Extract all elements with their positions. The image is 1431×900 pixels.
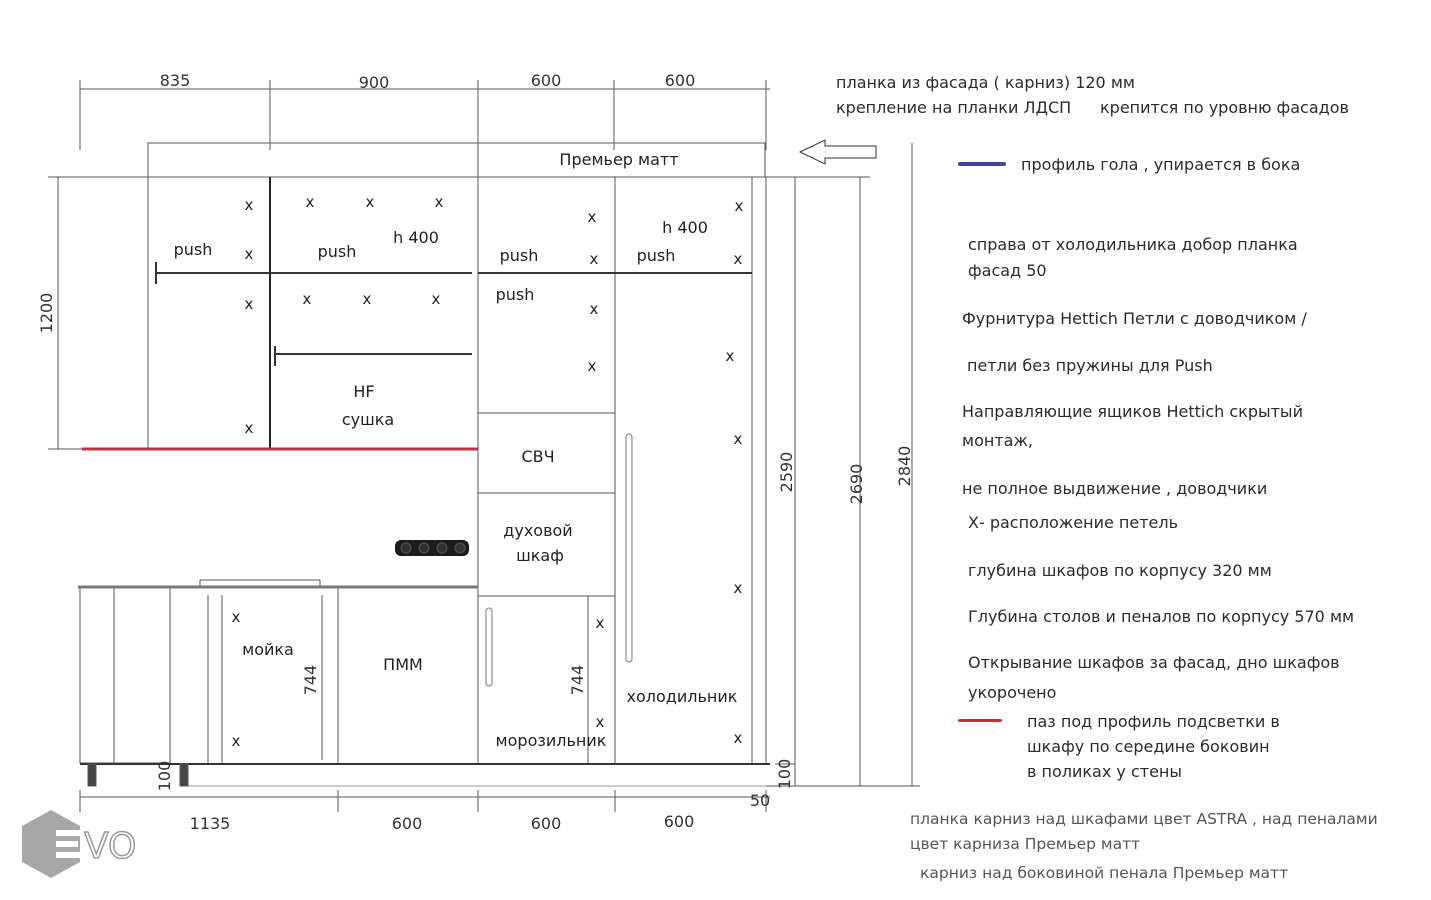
hinge-mark: x	[589, 300, 599, 318]
dim-plinth-right-100: 100	[775, 758, 794, 790]
note-led-2: шкафу по середине боковин	[1027, 737, 1270, 756]
hinge-mark: x	[244, 295, 254, 313]
dim-plinth-100: 100	[155, 760, 174, 792]
base-cabinets	[170, 587, 478, 764]
note-cornice-color-2: цвет карниза Премьер матт	[910, 835, 1141, 853]
hinge-mark: x	[231, 608, 241, 626]
note-hardware: Фурнитура Hettich Петли с доводчиком /	[962, 309, 1307, 328]
dishwasher-label: ПММ	[383, 655, 423, 674]
fridge-label: холодильник	[626, 687, 738, 706]
led-legend-swatch	[958, 719, 1002, 722]
note-led-3: в поликах у стены	[1027, 762, 1183, 781]
oven-label-1: духовой	[503, 521, 573, 540]
hinge-mark: x	[733, 729, 743, 747]
hinge-mark: x	[244, 245, 254, 263]
h400-label-2: h 400	[662, 218, 708, 237]
dim-bottom-600b: 600	[530, 814, 562, 833]
note-hinge-position: Х- расположение петель	[968, 513, 1179, 532]
hinge-mark: x	[302, 290, 312, 308]
leg-right	[180, 764, 188, 786]
note-opening-2: укорочено	[968, 683, 1057, 702]
corner-base-cabinet	[80, 587, 170, 763]
hinge-mark: x	[231, 732, 241, 750]
hinge-mark: x	[734, 197, 744, 215]
freezer-label: морозильник	[495, 731, 607, 750]
dim-top-600a: 600	[530, 71, 562, 90]
dryer-label: сушка	[341, 410, 395, 429]
note-cornice-side: карниз над боковиной пенала Премьер матт	[920, 864, 1289, 882]
hf-label: HF	[353, 382, 375, 401]
hinge-mark: x	[587, 357, 597, 375]
push-label-4: push	[636, 246, 676, 265]
hinge-mark: x	[431, 290, 441, 308]
leg-left	[88, 764, 96, 786]
note-depth-wall: глубина шкафов по корпусу 320 мм	[968, 561, 1272, 580]
hexagon-logo-icon	[20, 808, 170, 880]
note-drawers: Направляющие ящиков Hettich скрытый	[962, 402, 1303, 421]
push-label-3: push	[499, 246, 539, 265]
fridge-handle	[626, 434, 632, 662]
push-label-1: push	[173, 240, 213, 259]
dim-bottom-1135: 1135	[189, 814, 231, 833]
hinge-mark: x	[595, 713, 605, 731]
dim-top-900: 900	[358, 73, 390, 92]
note-fridge-trim: справа от холодильника добор планка	[968, 235, 1298, 254]
note-drawers-2: монтаж,	[962, 431, 1033, 450]
evo-logo	[20, 808, 170, 884]
upper-cabinets	[148, 177, 478, 449]
note-gola: профиль гола , упирается в бока	[1021, 155, 1301, 174]
hinge-mark: x	[434, 193, 444, 211]
push-label-5: push	[495, 285, 535, 304]
hinge-mark: x	[587, 208, 597, 226]
h400-label-1: h 400	[393, 228, 439, 247]
note-fridge-trim-2: фасад 50	[968, 261, 1047, 280]
note-mounting: крепление на планки ЛДСП	[836, 98, 1072, 117]
sink-label: мойка	[242, 640, 294, 659]
hinge-mark: x	[362, 290, 372, 308]
gola-legend-swatch	[958, 162, 1006, 166]
note-mounting-level: крепится по уровню фасадов	[1100, 98, 1349, 117]
hinge-mark: x	[733, 430, 743, 448]
note-hinges-push: петли без пружины для Push	[967, 356, 1213, 375]
dim-50: 50	[749, 791, 771, 810]
hinge-mark: x	[244, 419, 254, 437]
hinge-mark: x	[733, 579, 743, 597]
dim-bottom-600c: 600	[663, 812, 695, 831]
dim-744-right: 744	[568, 664, 587, 696]
note-led: паз под профиль подсветки в	[1027, 712, 1280, 731]
dim-top-835: 835	[159, 71, 191, 90]
hob-burners	[395, 540, 469, 556]
dim-2690: 2690	[847, 463, 866, 505]
dim-2840: 2840	[895, 445, 914, 487]
cornice-label: Премьер матт	[559, 150, 679, 169]
note-depth-base: Глубина столов и пеналов по корпусу 570 мм	[968, 607, 1355, 626]
dim-1200: 1200	[37, 292, 56, 334]
hinge-mark: x	[595, 614, 605, 632]
hinge-mark: x	[733, 250, 743, 268]
dim-744-left: 744	[301, 664, 320, 696]
hinge-mark: x	[725, 347, 735, 365]
hinge-mark: x	[589, 250, 599, 268]
push-label-2: push	[317, 242, 357, 261]
note-drawers-3: не полное выдвижение , доводчики	[962, 479, 1268, 498]
note-cornice-color: планка карниз над шкафами цвет ASTRA , над пеналами	[910, 810, 1378, 828]
cornice-arrow	[800, 140, 876, 164]
note-opening: Открывание шкафов за фасад, дно шкафов	[968, 653, 1340, 672]
oven-label-2: шкаф	[516, 546, 564, 565]
dim-2590: 2590	[777, 451, 796, 493]
hinge-mark: x	[365, 193, 375, 211]
dim-bottom-600a: 600	[391, 814, 423, 833]
dim-top-600b: 600	[664, 71, 696, 90]
microwave-label: СВЧ	[521, 447, 555, 466]
hinge-mark: x	[305, 193, 315, 211]
note-cornice-plank: планка из фасада ( карниз) 120 мм	[836, 73, 1135, 92]
tall-cabinet-fridge	[615, 177, 752, 764]
hinge-mark: x	[244, 196, 254, 214]
logo-text: VO	[84, 826, 137, 867]
freezer-handle	[486, 608, 492, 686]
